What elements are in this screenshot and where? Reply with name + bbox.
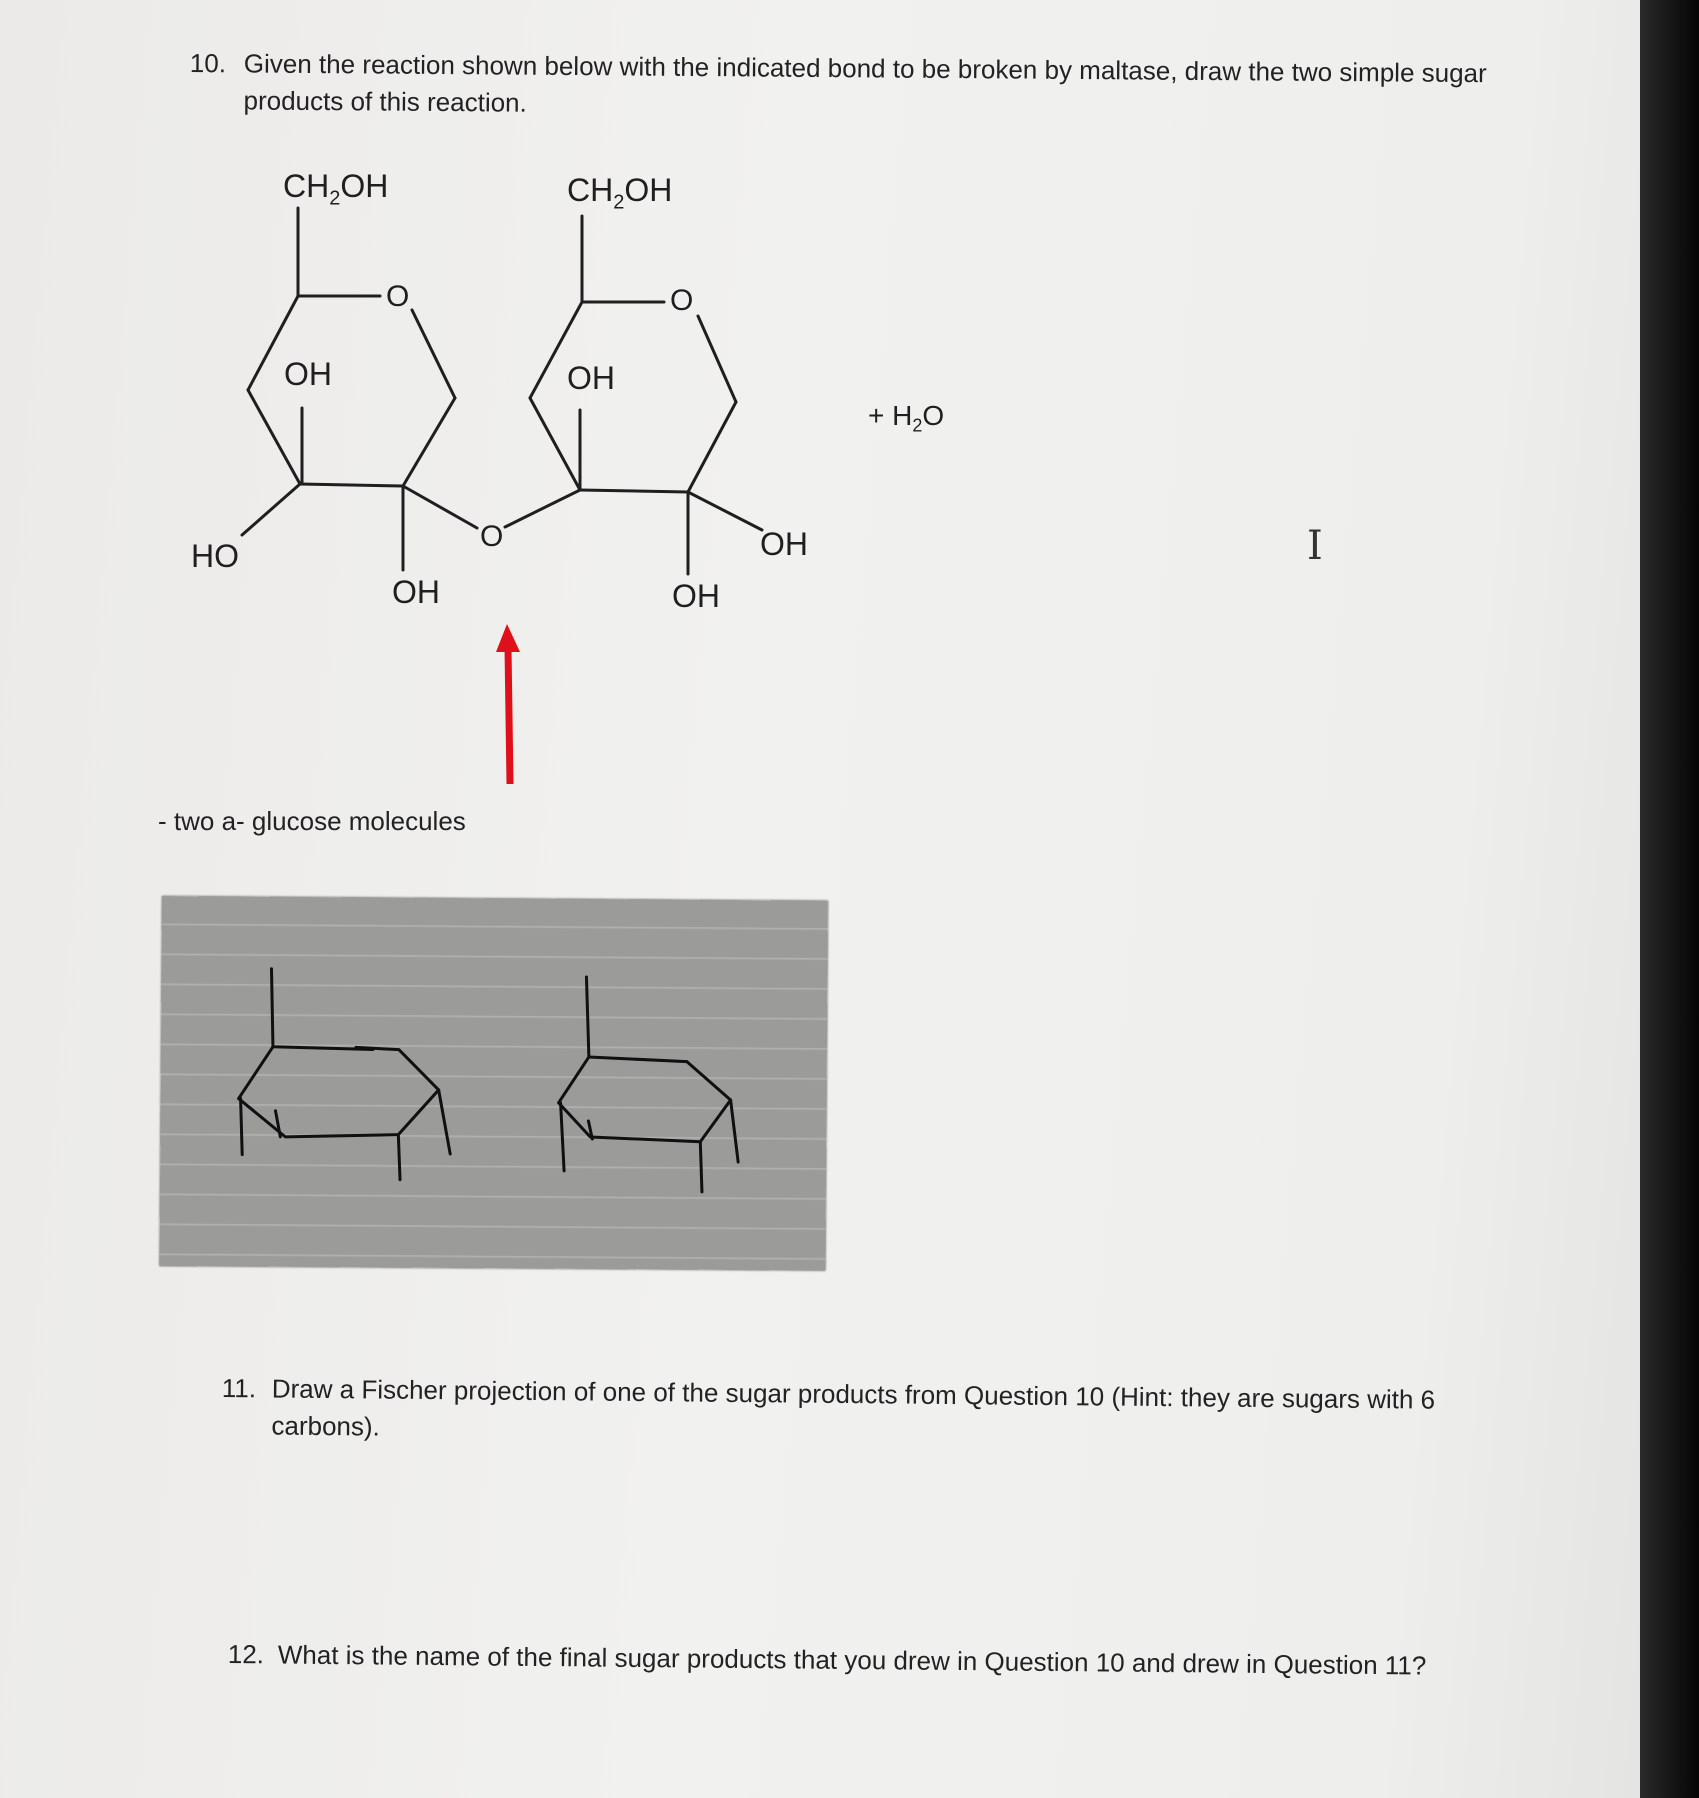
right-oh-label: OH bbox=[760, 526, 808, 562]
bond-indicator-arrow bbox=[496, 624, 520, 784]
question-12-number: 12. bbox=[227, 1638, 265, 1670]
water-label: + $H_2O$ bbox=[868, 400, 945, 436]
left-ring-oxygen: O bbox=[386, 280, 410, 313]
right-bottom-oh: OH bbox=[672, 578, 720, 614]
question-11-text: Draw a Fischer projection of one of the sugar products from Question 10 (Hint: they are sugars with 6 carbons). bbox=[271, 1373, 1436, 1442]
text-cursor-icon: I bbox=[1307, 523, 1323, 569]
hand-drawn-answer-photo bbox=[159, 896, 828, 1271]
right-ch2oh-label: $CH_2OH$ bbox=[567, 172, 673, 214]
right-ring-oxygen: O bbox=[670, 284, 694, 317]
left-inner-oh: OH bbox=[284, 356, 332, 392]
question-12-text: What is the name of the final sugar products that you drew in Question 10 and drew in Question 11? bbox=[277, 1639, 1427, 1681]
question-10-number: 10. bbox=[189, 47, 227, 79]
question-11-number: 11. bbox=[221, 1372, 257, 1404]
glycosidic-oxygen: O bbox=[480, 520, 504, 553]
answer-note: - two a- glucose molecules bbox=[158, 806, 466, 836]
question-10-text: Given the reaction shown below with the indicated bond to be broken by maltase, draw the two simple sugar products of this reaction. bbox=[243, 48, 1487, 118]
left-ch2oh-label: $CH_2OH$ bbox=[283, 168, 389, 210]
hand-drawn-sketch bbox=[159, 896, 828, 1271]
question-11 bbox=[221, 1370, 1442, 1456]
left-bottom-oh: OH bbox=[392, 574, 440, 610]
right-inner-oh: OH bbox=[567, 360, 615, 396]
left-ho-label: HO bbox=[191, 538, 239, 574]
